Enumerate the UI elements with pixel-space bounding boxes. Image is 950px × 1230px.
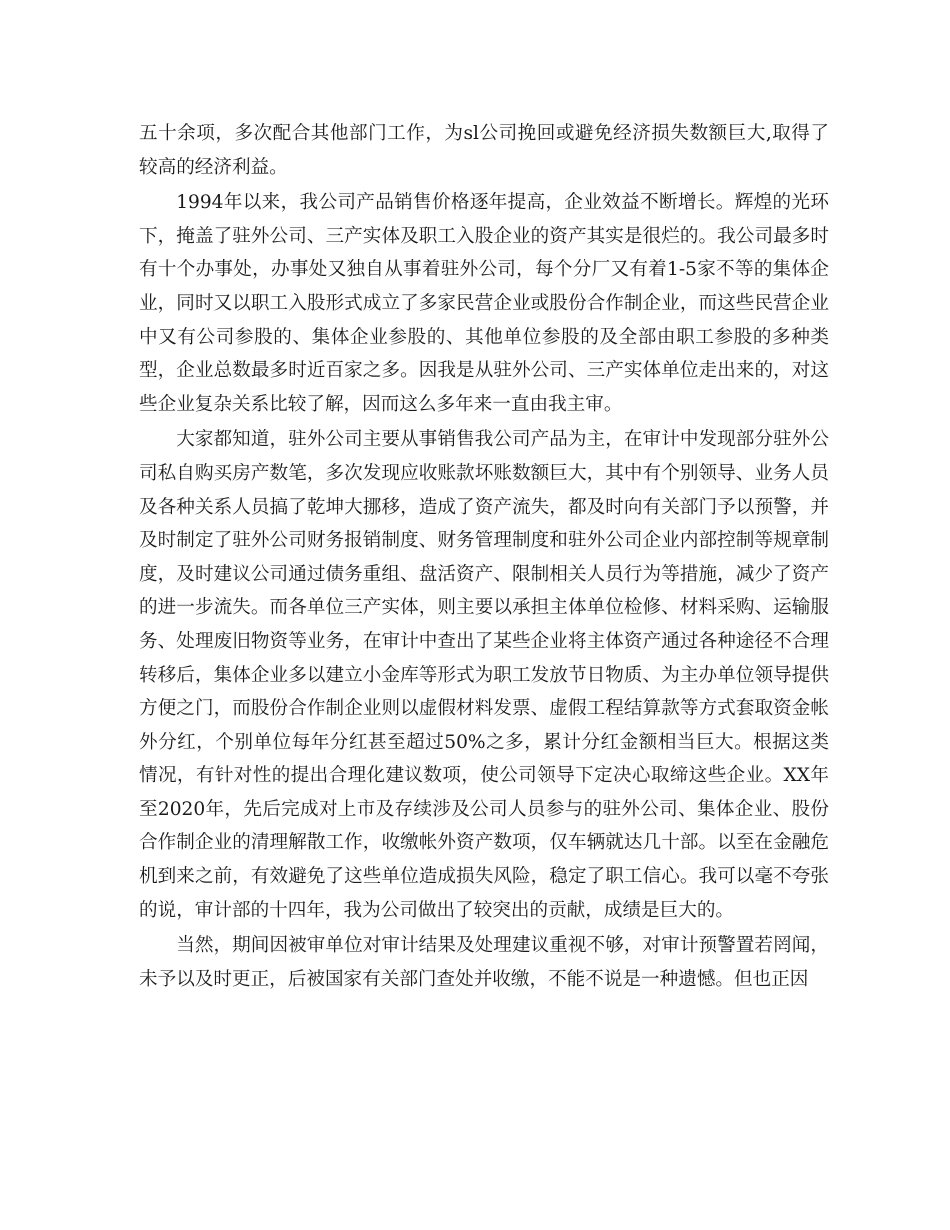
document-body <box>139 117 829 998</box>
paragraph-2: 1994年以来，我公司产品销售价格逐年提高，企业效益不断增长。辉煌的光环下，掩盖了驻外公司、三产实体及职工入股企业的资产其实是很烂的。我公司最多时有十个办事处，办事处又独自从事着驻外公司，每个分厂又有着1-5家不等的集体企业，同时又以职工入股形式成立了多家民营企业或股份合作制企业，而这些民营企业中又有公司参股的、集体企业参股的、其他单位参股的及全部由职工参股的多种类型，企业总数最多时近百家之多。因我是从驻外公司、三产实体单位走出来的，对这些企业复杂关系比较了解，因而这么多年来一直由我主审。 <box>139 192 829 415</box>
paragraph-3: 大家都知道，驻外公司主要从事销售我公司产品为主，在审计中发现部分驻外公司私自购买房产数笔，多次发现应收账款坏账数额巨大，其中有个别领导、业务人员及各种关系人员搞了乾坤大挪移，造成了资产流失，都及时向有关部门予以预警，并及时制定了驻外公司财务报销制度、财务管理制度和驻外公司企业内部控制等规章制度，及时建议公司通过债务重组、盘活资产、限制相关人员行为等措施，减少了资产的进一步流失。而各单位三产实体，则主要以承担主体单位检修、材料采购、运输服务、处理废旧物资等业务，在审计中查出了某些企业将主体资产通过各种途径不合理转移后，集体企业多以建立小金库等形式为职工发放节日物质、为主办单位领导提供方便之门，而股份合作制企业则以虚假材料发票、虚假工程结算款等方式套取资金帐外分红，个别单位每年分红甚至超过50%之多，累计分红金额相当巨大。根据这类情况，有针对性的提出合理化建议数项，使公司领导下定决心取缔这些企业。XX年至2020年，先后完成对上市及存续涉及公司人员参与的驻外公司、集体企业、股份合作制企业的清理解散工作，收缴帐外资产数项，仅车辆就达几十部。以至在金融危机到来之前，有效避免了这些单位造成损失风险，稳定了职工信心。我可以毫不夸张的说，审计部的十四年，我为公司做出了较突出的贡献，成绩是巨大的。 <box>139 429 829 921</box>
paragraph-4: 当然，期间因被审单位对审计结果及处理建议重视不够，对审计预警置若罔闻，未予以及时更正，后被国家有关部门查处并收缴，不能不说是一种遗憾。但也正因 <box>139 935 829 990</box>
paragraph-1: 五十余项，多次配合其他部门工作，为sl公司挽回或避免经济损失数额巨大,取得了较高的经济利益。 <box>139 123 829 178</box>
